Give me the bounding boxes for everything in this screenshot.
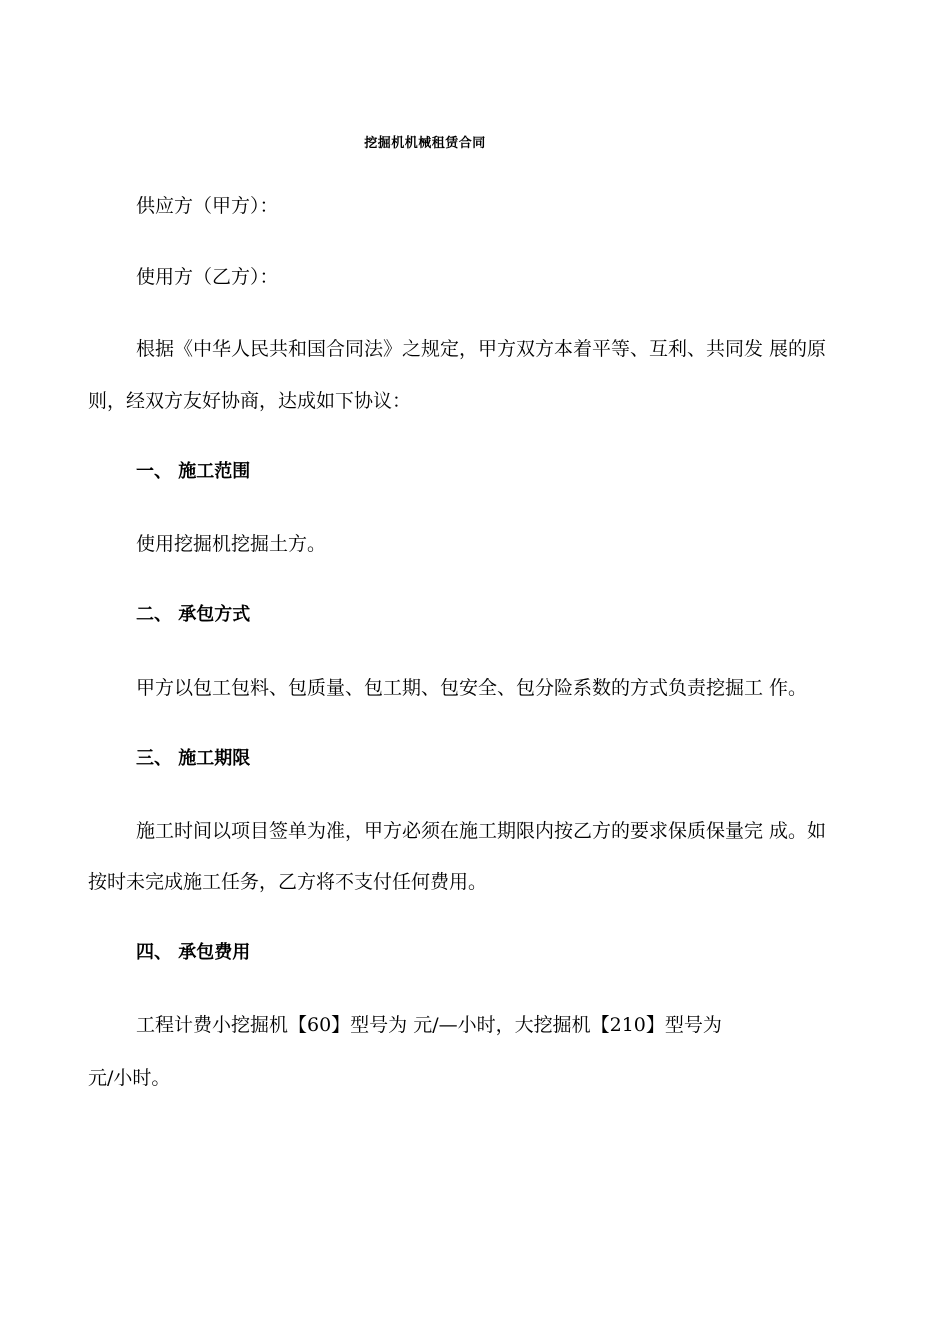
section-4-text-line-2: 元/小时。 [88,1067,171,1089]
preamble-line-2: 则，经双方友好协商，达成如下协议： [88,390,412,412]
party-a-line: 供应方（甲方）： [136,195,279,217]
section-4-heading: 四、 承包费用 [136,942,251,963]
preamble-line-1: 根据《中华人民共和国合同法》之规定，甲方双方本着平等、互利、共同发 展的原 [136,338,827,360]
section-1-heading: 一、 施工范围 [136,461,251,482]
party-b-line: 使用方（乙方）： [136,266,279,288]
section-2-heading: 二、 承包方式 [136,604,251,625]
section-2-text: 甲方以包工包料、包质量、包工期、包安全、包分险系数的方式负责挖掘工 作。 [136,677,808,699]
section-3-text-line-2: 按时未完成施工任务，乙方将不支付任何费用。 [88,871,488,893]
section-3-text-line-1: 施工时间以项目签单为准，甲方必须在施工期限内按乙方的要求保质保量完 成。如 [136,820,827,842]
section-3-heading: 三、 施工期限 [136,748,251,769]
section-1-text: 使用挖掘机挖掘土方。 [136,533,327,555]
section-4-text-line-1: 工程计费小挖掘机【60】型号为 元/—小时，大挖掘机【210】型号为 [136,1014,722,1036]
document-title: 挖掘机机械租赁合同 [364,136,486,151]
